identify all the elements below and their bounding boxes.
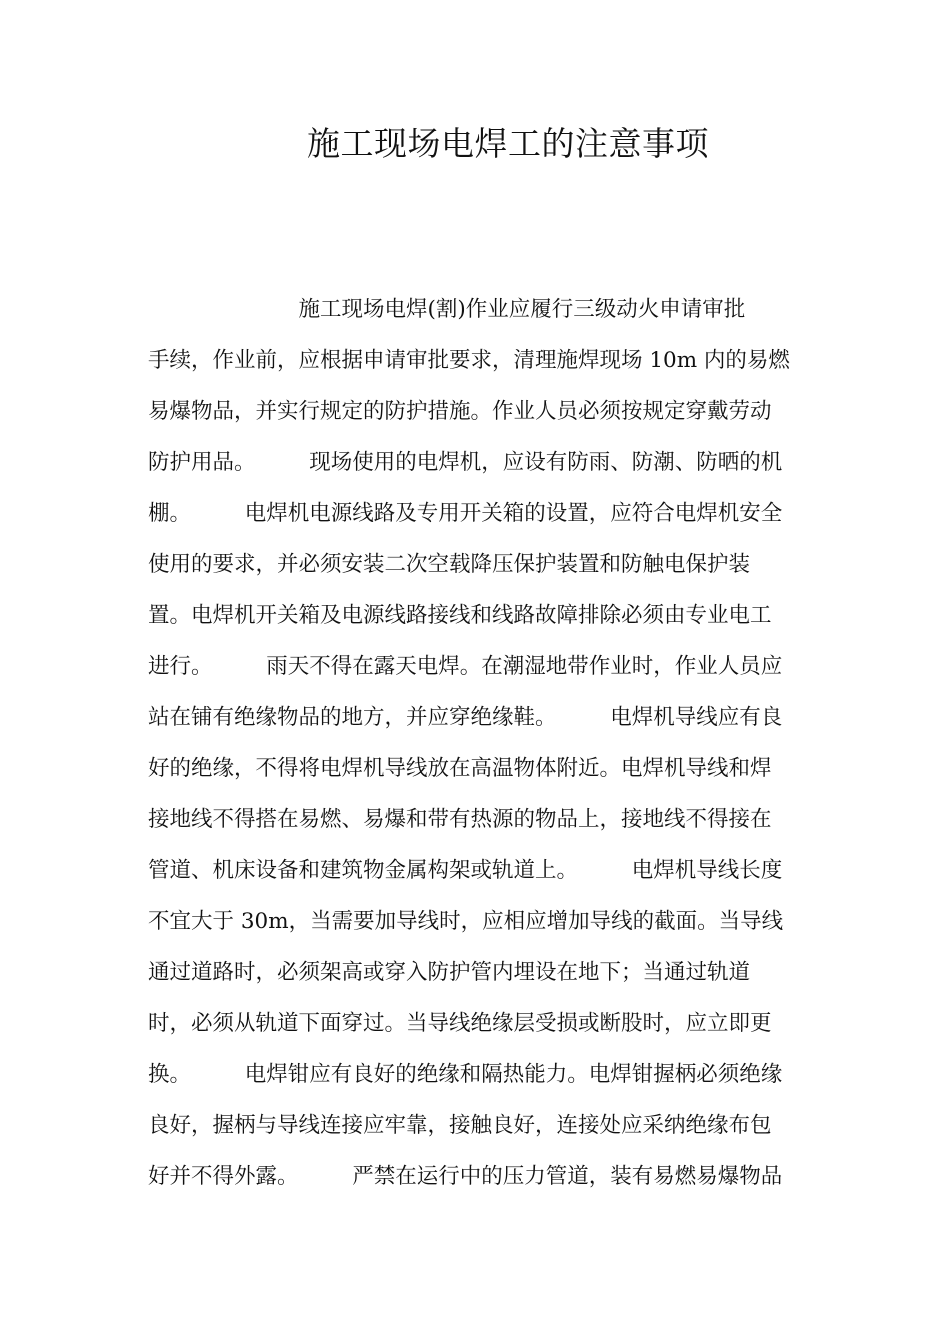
body-line: 棚。 电焊机电源线路及专用开关箱的设置，应符合电焊机安全 bbox=[148, 501, 783, 526]
body-line: 好并不得外露。 严禁在运行中的压力管道，装有易燃易爆物品 bbox=[148, 1164, 783, 1189]
body-line: 换。 电焊钳应有良好的绝缘和隔热能力。电焊钳握柄必须绝缘 bbox=[148, 1062, 783, 1087]
body-line: 进行。 雨天不得在露天电焊。在潮湿地带作业时，作业人员应 bbox=[148, 654, 783, 679]
body-line: 手续，作业前，应根据申请审批要求，清理施焊现场 10m 内的易燃 bbox=[148, 348, 790, 373]
body-line: 防护用品。 现场使用的电焊机，应设有防雨、防潮、防晒的机 bbox=[148, 450, 783, 475]
body-line: 施工现场电焊(割)作业应履行三级动火申请审批 bbox=[148, 297, 746, 322]
body-line: 站在铺有绝缘物品的地方，并应穿绝缘鞋。 电焊机导线应有良 bbox=[148, 705, 783, 730]
body-line: 通过道路时，必须架高或穿入防护管内埋设在地下；当通过轨道 bbox=[148, 960, 751, 985]
body-line: 良好，握柄与导线连接应牢靠，接触良好，连接处应采纳绝缘布包 bbox=[148, 1113, 772, 1138]
body-line: 时，必须从轨道下面穿过。当导线绝缘层受损或断股时，应立即更 bbox=[148, 1011, 772, 1036]
body-line: 不宜大于 30m，当需要加导线时，应相应增加导线的截面。当导线 bbox=[148, 909, 784, 934]
body-line: 使用的要求，并必须安装二次空载降压保护装置和防触电保护装 bbox=[148, 552, 751, 577]
body-line: 好的绝缘，不得将电焊机导线放在高温物体附近。电焊机导线和焊 bbox=[148, 756, 772, 781]
body-line: 易爆物品，并实行规定的防护措施。作业人员必须按规定穿戴劳动 bbox=[148, 399, 772, 424]
body-line: 管道、机床设备和建筑物金属构架或轨道上。 电焊机导线长度 bbox=[148, 858, 783, 883]
page-title: 施工现场电焊工的注意事项 bbox=[307, 124, 709, 163]
body-line: 置。电焊机开关箱及电源线路接线和线路故障排除必须由专业电工 bbox=[148, 603, 772, 628]
body-line: 接地线不得搭在易燃、易爆和带有热源的物品上，接地线不得接在 bbox=[148, 807, 772, 832]
